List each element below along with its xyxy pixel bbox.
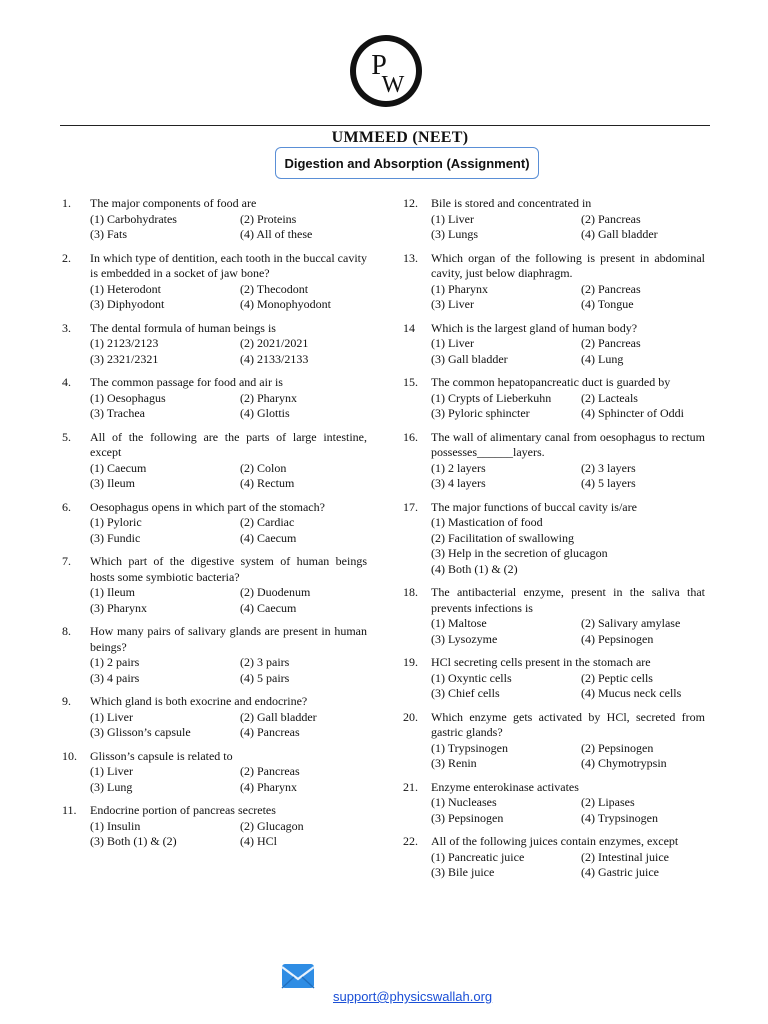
question-head bbox=[403, 500, 705, 516]
answer-option: (3) Glisson’s capsule bbox=[90, 725, 191, 739]
question-head bbox=[403, 251, 705, 282]
answer-option: (2) Proteins bbox=[240, 211, 297, 226]
answer-option: (2) Intestinal juice bbox=[581, 849, 669, 864]
question-text: The major functions of buccal cavity is/are bbox=[431, 499, 637, 514]
question-item bbox=[62, 694, 367, 741]
answer-option: (2) Pepsinogen bbox=[581, 740, 654, 755]
answer-option: (1) Heterodont bbox=[90, 281, 161, 296]
question-head bbox=[62, 554, 367, 585]
svg-text:W: W bbox=[381, 72, 405, 98]
question-text: Which part of the digestive system of human beings hosts some symbiotic bacteria? bbox=[90, 554, 367, 584]
question-number: 13. bbox=[403, 250, 418, 265]
answer-option: (1) Trypsinogen bbox=[431, 740, 509, 755]
question-item bbox=[403, 321, 705, 368]
option-list bbox=[431, 795, 705, 826]
answer-option: (4) 5 layers bbox=[581, 476, 636, 490]
question-head bbox=[403, 710, 705, 741]
question-item bbox=[403, 500, 705, 578]
answer-option: (1) Oxyntic cells bbox=[431, 670, 512, 685]
answer-option: (2) Thecodont bbox=[240, 281, 309, 296]
question-head bbox=[62, 321, 367, 337]
question-item bbox=[62, 624, 367, 686]
question-head bbox=[62, 694, 367, 710]
right-question-column bbox=[403, 196, 705, 881]
option-list bbox=[90, 336, 367, 367]
question-number: 5. bbox=[62, 429, 71, 444]
answer-option: (3) Help in the secretion of glucagon bbox=[431, 546, 608, 560]
answer-option: (1) Pharynx bbox=[431, 281, 488, 296]
option-list bbox=[431, 850, 705, 881]
answer-option: (2) Duodenum bbox=[240, 585, 311, 599]
answer-option: (1) Ileum bbox=[90, 585, 135, 599]
question-text: The major components of food are bbox=[90, 196, 257, 210]
answer-option: (3) Liver bbox=[431, 297, 474, 311]
question-item bbox=[62, 251, 367, 313]
answer-option: (1) Pyloric bbox=[90, 515, 142, 529]
answer-option: (2) Cardiac bbox=[240, 515, 295, 529]
answer-option: (1) Crypts of Lieberkuhn bbox=[431, 390, 552, 405]
question-head bbox=[403, 834, 705, 850]
question-head bbox=[403, 375, 705, 391]
answer-option: (3) Both (1) & (2) bbox=[90, 834, 177, 848]
answer-option: (1) Pancreatic juice bbox=[431, 849, 525, 864]
answer-option: (3) Trachea bbox=[90, 406, 145, 420]
question-head bbox=[62, 196, 367, 212]
question-number: 12. bbox=[403, 196, 418, 210]
question-item bbox=[62, 196, 367, 243]
answer-option: (4) 2133/2133 bbox=[240, 351, 309, 366]
answer-option: (4) Tongue bbox=[581, 297, 634, 311]
question-number: 15. bbox=[403, 375, 418, 389]
answer-option: (4) Trypsinogen bbox=[581, 810, 659, 825]
answer-option: (3) Fats bbox=[90, 227, 127, 241]
option-list bbox=[431, 282, 705, 313]
answer-option: (4) Glottis bbox=[240, 406, 290, 420]
option-list bbox=[431, 741, 705, 772]
answer-option: (4) HCl bbox=[240, 834, 277, 848]
question-item bbox=[403, 251, 705, 313]
answer-option: (1) Liver bbox=[90, 764, 133, 778]
question-text: All of the following are the parts of large intestine, except bbox=[90, 429, 367, 459]
question-head bbox=[62, 803, 367, 819]
answer-option: (3) Pepsinogen bbox=[431, 810, 504, 825]
answer-option: (3) 2321/2321 bbox=[90, 351, 159, 366]
assignment-subtitle-text: Digestion and Absorption (Assignment) bbox=[284, 155, 530, 171]
answer-option: (2) Colon bbox=[240, 460, 287, 475]
question-number: 8. bbox=[62, 624, 71, 638]
question-head bbox=[62, 251, 367, 282]
question-number: 1. bbox=[62, 196, 71, 210]
answer-option: (3) 4 pairs bbox=[90, 670, 140, 685]
question-item bbox=[62, 749, 367, 796]
question-item bbox=[62, 500, 367, 547]
answer-option: (4) Both (1) & (2) bbox=[431, 561, 518, 576]
option-list bbox=[90, 282, 367, 313]
answer-option: (1) Liver bbox=[90, 709, 133, 724]
answer-option: (4) Gall bladder bbox=[581, 227, 658, 241]
question-head bbox=[403, 430, 705, 461]
question-number: 21. bbox=[403, 779, 418, 794]
question-item bbox=[62, 321, 367, 368]
question-head bbox=[62, 375, 367, 391]
page-title: UMMEED (NEET) bbox=[331, 129, 469, 146]
question-number: 2. bbox=[62, 250, 71, 265]
envelope-icon bbox=[280, 958, 316, 994]
option-list bbox=[90, 212, 367, 243]
answer-option: (3) Pharynx bbox=[90, 600, 147, 615]
question-text: All of the following juices contain enzymes, except bbox=[431, 834, 679, 848]
answer-option: (1) Liver bbox=[431, 336, 474, 350]
option-list bbox=[431, 391, 705, 422]
answer-option: (1) Oesophagus bbox=[90, 390, 166, 405]
question-text: Bile is stored and concentrated in bbox=[431, 196, 592, 210]
answer-option: (4) Rectum bbox=[240, 476, 295, 490]
question-head bbox=[403, 321, 705, 337]
question-text: Which gland is both exocrine and endocrine? bbox=[90, 694, 308, 708]
question-item bbox=[62, 430, 367, 492]
answer-option: (4) Lung bbox=[581, 351, 624, 366]
question-text: Glisson’s capsule is related to bbox=[90, 748, 233, 763]
answer-option: (4) Chymotrypsin bbox=[581, 756, 667, 770]
option-list bbox=[431, 671, 705, 702]
answer-option: (4) Monophyodont bbox=[240, 297, 331, 311]
answer-option: (1) 2 layers bbox=[431, 460, 486, 475]
question-number: 18. bbox=[403, 585, 418, 599]
answer-option: (2) Facilitation of swallowing bbox=[431, 530, 574, 545]
question-text: Oesophagus opens in which part of the stomach? bbox=[90, 499, 325, 514]
support-email-link[interactable]: support@physicswallah.org bbox=[333, 989, 493, 1004]
answer-option: (3) Bile juice bbox=[431, 865, 495, 879]
answer-option: (2) 3 pairs bbox=[240, 655, 290, 669]
left-question-column bbox=[62, 196, 367, 850]
answer-option: (4) 5 pairs bbox=[240, 670, 290, 685]
question-text: Which organ of the following is present in abdominal cavity, just below diaphragm. bbox=[431, 250, 705, 280]
option-list bbox=[431, 336, 705, 367]
question-head bbox=[403, 585, 705, 616]
answer-option: (2) Salivary amylase bbox=[581, 616, 681, 630]
question-number: 11. bbox=[62, 803, 77, 817]
answer-option: (1) 2123/2123 bbox=[90, 336, 159, 350]
question-number: 6. bbox=[62, 499, 71, 514]
svg-text:P: P bbox=[371, 50, 387, 81]
question-number: 17. bbox=[403, 499, 418, 514]
assignment-subtitle bbox=[275, 147, 539, 179]
option-list bbox=[431, 212, 705, 243]
answer-option: (1) Insulin bbox=[90, 818, 141, 833]
answer-option: (2) Pancreas bbox=[581, 281, 641, 296]
question-number: 14 bbox=[403, 320, 415, 335]
answer-option: (4) Gastric juice bbox=[581, 865, 659, 879]
question-head bbox=[403, 780, 705, 796]
question-head bbox=[403, 655, 705, 671]
answer-option: (2) Pancreas bbox=[581, 336, 641, 350]
answer-option: (1) Maltose bbox=[431, 616, 487, 630]
answer-option: (2) Pharynx bbox=[240, 390, 297, 405]
question-text: The dental formula of human beings is bbox=[90, 320, 276, 335]
question-item bbox=[403, 710, 705, 772]
option-list bbox=[90, 764, 367, 795]
answer-option: (3) Lysozyme bbox=[431, 631, 498, 646]
answer-option: (4) Pepsinogen bbox=[581, 631, 654, 646]
answer-option: (4) Pancreas bbox=[240, 725, 300, 739]
question-item bbox=[403, 430, 705, 492]
question-item bbox=[62, 375, 367, 422]
answer-option: (1) Liver bbox=[431, 211, 474, 226]
question-head bbox=[62, 500, 367, 516]
answer-option: (3) Renin bbox=[431, 756, 477, 770]
question-text: Which is the largest gland of human body? bbox=[431, 320, 638, 335]
answer-option: (2) Pancreas bbox=[581, 211, 641, 226]
question-text: In which type of dentition, each tooth in the buccal cavity is embedded in a socket of jaw bone? bbox=[90, 250, 367, 280]
question-number: 16. bbox=[403, 429, 418, 444]
question-item bbox=[403, 585, 705, 647]
question-number: 7. bbox=[62, 554, 71, 568]
answer-option: (4) Pharynx bbox=[240, 779, 297, 794]
question-number: 22. bbox=[403, 834, 418, 848]
question-number: 4. bbox=[62, 375, 71, 389]
question-item bbox=[403, 375, 705, 422]
option-list bbox=[431, 461, 705, 492]
question-number: 20. bbox=[403, 709, 418, 724]
answer-option: (3) Lung bbox=[90, 779, 133, 794]
question-number: 10. bbox=[62, 748, 77, 763]
question-number: 3. bbox=[62, 320, 71, 335]
question-text: How many pairs of salivary glands are present in human beings? bbox=[90, 624, 367, 654]
answer-option: (2) Gall bladder bbox=[240, 709, 317, 724]
question-item bbox=[62, 554, 367, 616]
answer-option: (4) Sphincter of Oddi bbox=[581, 406, 684, 420]
option-list bbox=[90, 391, 367, 422]
answer-option: (1) 2 pairs bbox=[90, 655, 140, 669]
question-item bbox=[62, 803, 367, 850]
question-item bbox=[403, 834, 705, 881]
question-head bbox=[62, 624, 367, 655]
question-text: Which enzyme gets activated by HCl, secreted from gastric glands? bbox=[431, 709, 705, 739]
question-text: The common hepatopancreatic duct is guarded by bbox=[431, 375, 671, 389]
pw-logo bbox=[349, 34, 423, 108]
answer-option: (3) Gall bladder bbox=[431, 351, 508, 366]
question-head bbox=[62, 430, 367, 461]
answer-option: (4) All of these bbox=[240, 227, 313, 241]
answer-option: (2) 3 layers bbox=[581, 460, 636, 475]
answer-option: (4) Mucus neck cells bbox=[581, 686, 682, 700]
header-rule bbox=[60, 125, 710, 126]
answer-option: (3) Chief cells bbox=[431, 686, 500, 700]
answer-option: (3) Pyloric sphincter bbox=[431, 406, 530, 420]
option-list bbox=[90, 655, 367, 686]
answer-option: (3) Ileum bbox=[90, 476, 135, 490]
option-list bbox=[90, 585, 367, 616]
question-text: The antibacterial enzyme, present in the saliva that prevents infections is bbox=[431, 585, 705, 615]
answer-option: (3) Lungs bbox=[431, 227, 478, 241]
option-list bbox=[90, 461, 367, 492]
answer-option: (1) Carbohydrates bbox=[90, 211, 177, 226]
question-number: 19. bbox=[403, 655, 418, 669]
question-item bbox=[403, 196, 705, 243]
answer-option: (3) Diphyodont bbox=[90, 297, 165, 311]
answer-option: (1) Mastication of food bbox=[431, 515, 543, 529]
question-number: 9. bbox=[62, 694, 71, 708]
option-list bbox=[431, 616, 705, 647]
question-text: The wall of alimentary canal from oesophagus to rectum possesses______layers. bbox=[431, 429, 705, 459]
answer-option: (4) Caecum bbox=[240, 600, 297, 615]
option-list bbox=[90, 819, 367, 850]
answer-option: (1) Caecum bbox=[90, 460, 147, 475]
option-list bbox=[90, 710, 367, 741]
question-item bbox=[403, 780, 705, 827]
question-text: Enzyme enterokinase activates bbox=[431, 779, 579, 794]
question-text: Endocrine portion of pancreas secretes bbox=[90, 803, 276, 817]
answer-option: (2) Lacteals bbox=[581, 390, 638, 405]
answer-option: (3) 4 layers bbox=[431, 476, 486, 490]
option-list bbox=[431, 515, 705, 577]
answer-option: (3) Fundic bbox=[90, 530, 141, 545]
answer-option: (1) Nucleases bbox=[431, 795, 497, 809]
option-list bbox=[90, 515, 367, 546]
answer-option: (4) Caecum bbox=[240, 530, 297, 545]
answer-option: (2) Glucagon bbox=[240, 818, 304, 833]
answer-option: (2) Pancreas bbox=[240, 764, 300, 778]
question-text: HCl secreting cells present in the stomach are bbox=[431, 655, 651, 669]
question-head bbox=[403, 196, 705, 212]
question-text: The common passage for food and air is bbox=[90, 375, 283, 389]
answer-option: (2) Peptic cells bbox=[581, 670, 653, 685]
answer-option: (2) 2021/2021 bbox=[240, 336, 309, 350]
answer-option: (2) Lipases bbox=[581, 795, 635, 809]
question-item bbox=[403, 655, 705, 702]
question-head bbox=[62, 749, 367, 765]
